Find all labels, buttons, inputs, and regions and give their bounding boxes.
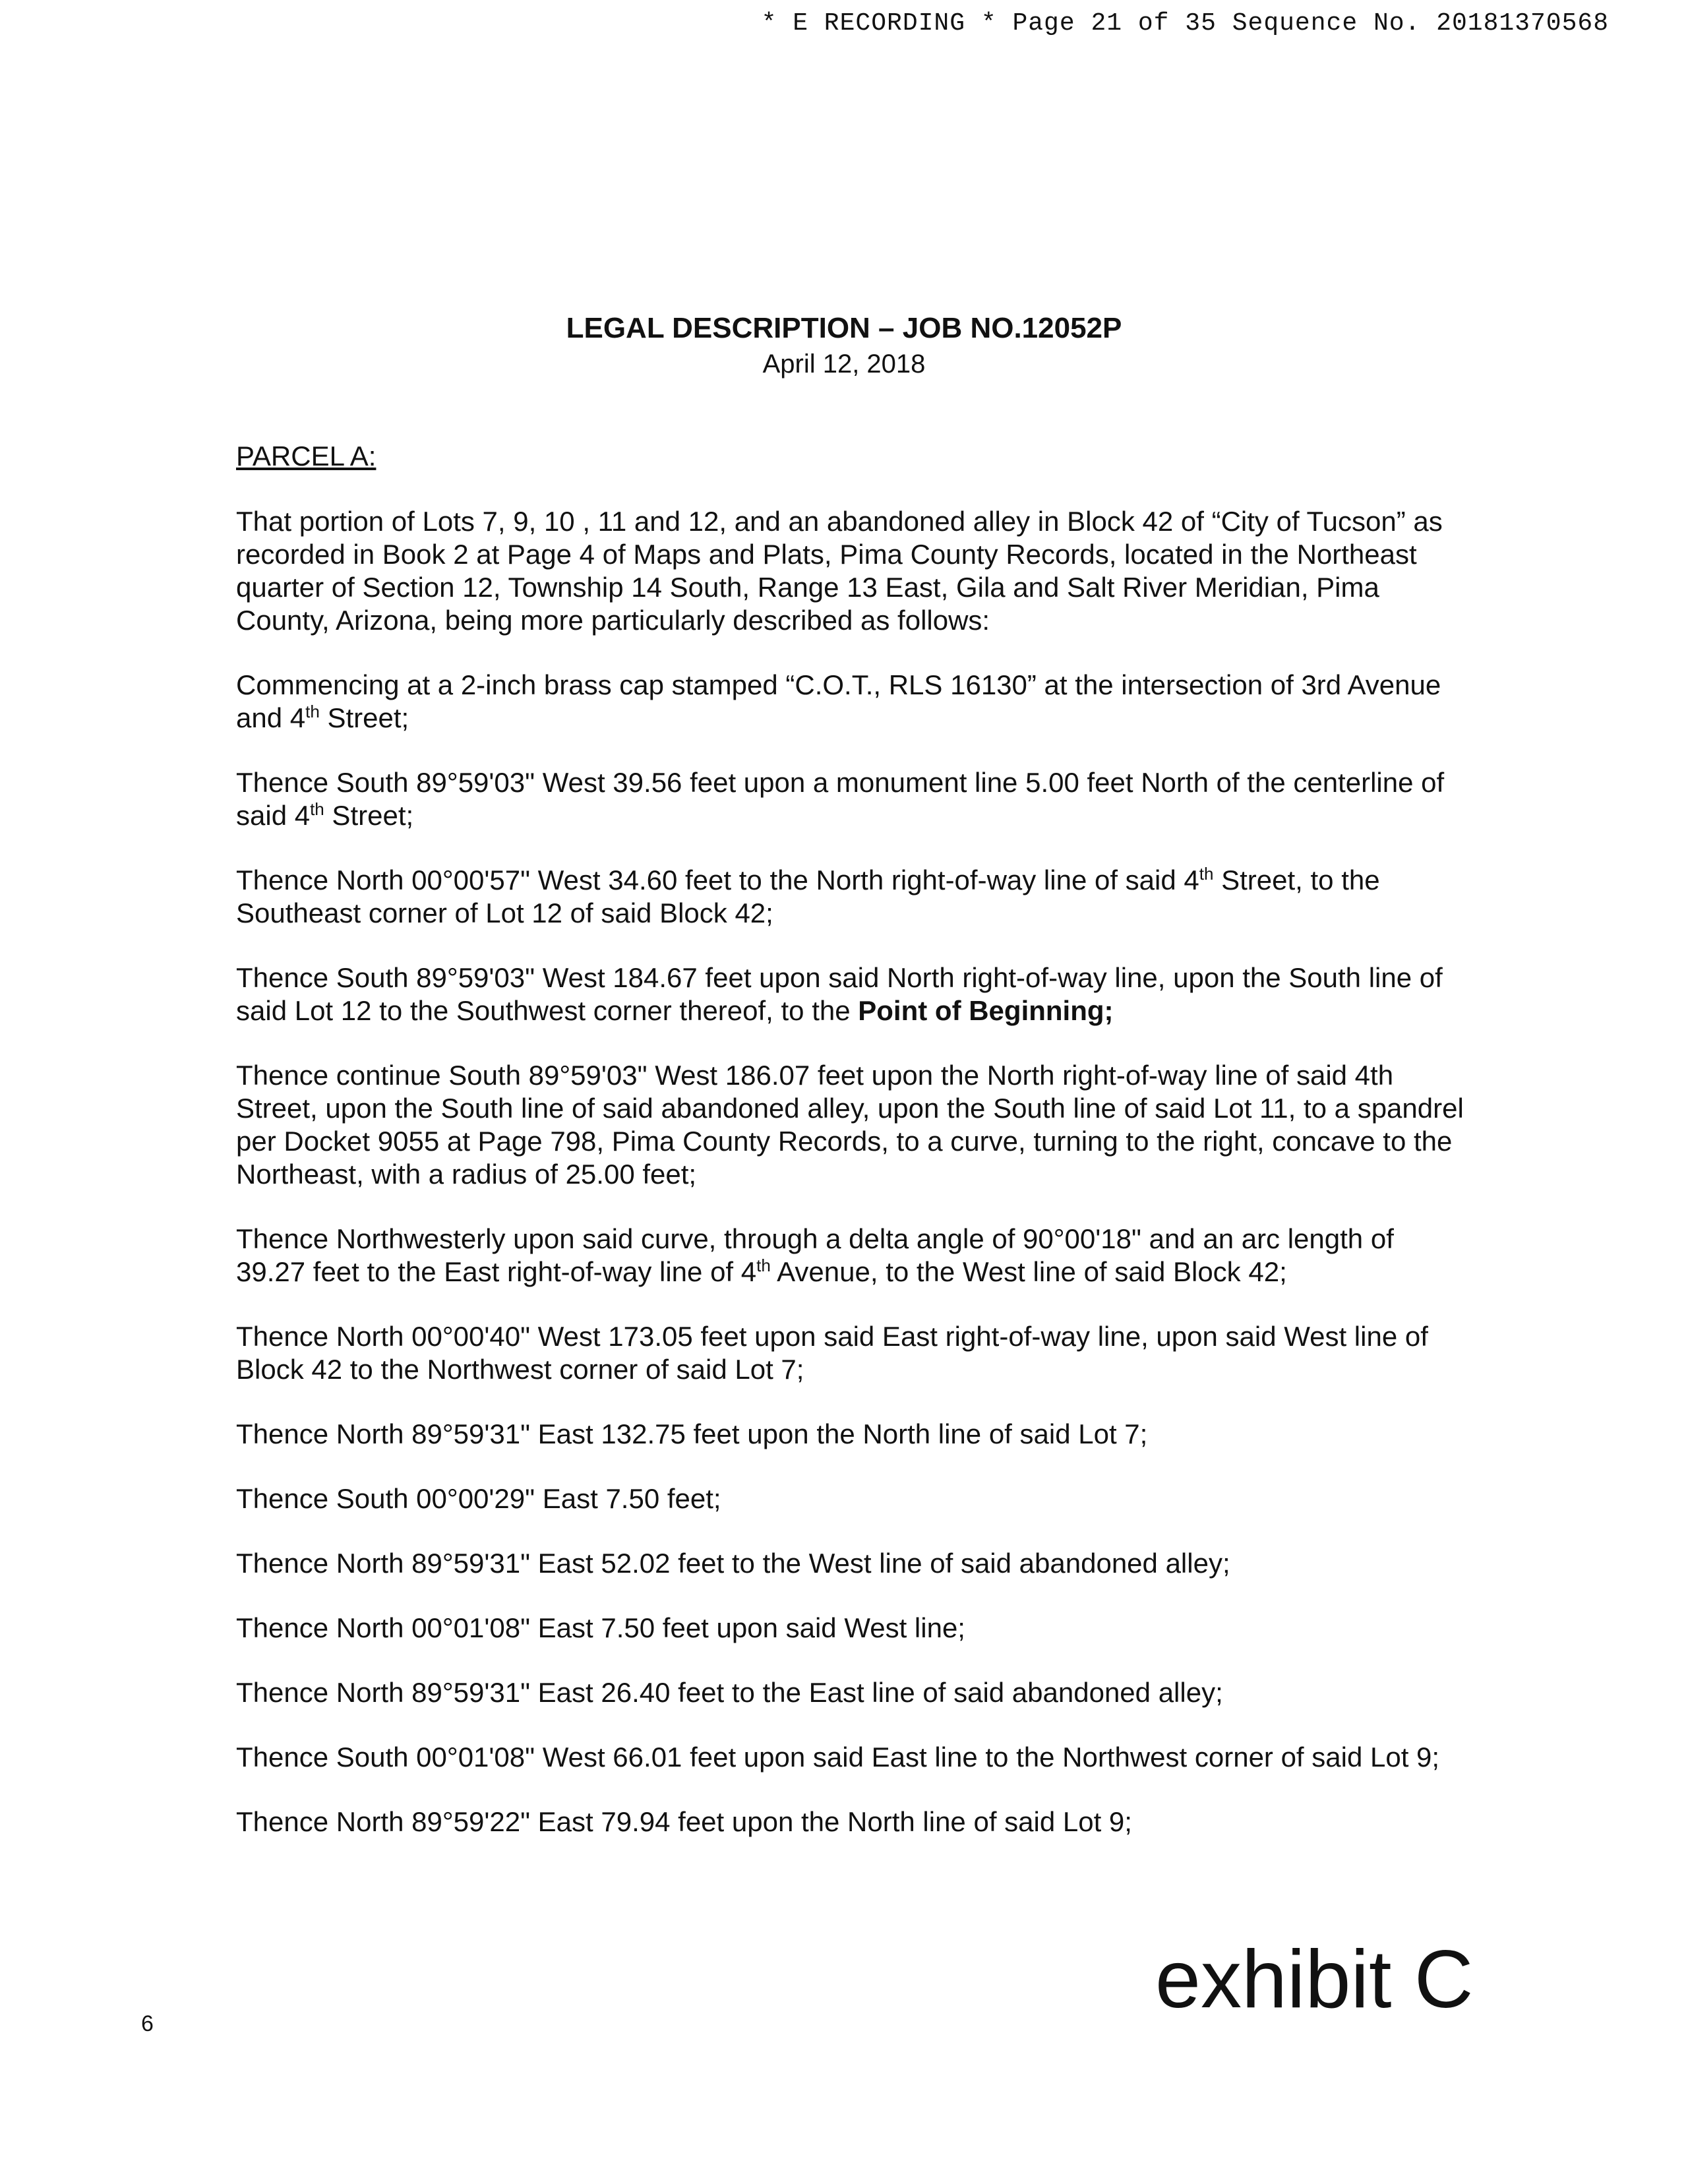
paragraph: Thence North 89°59'31" East 52.02 feet to the West line of said abandoned alley; [236, 1548, 1230, 1579]
document-title: LEGAL DESCRIPTION – JOB NO.12052P [566, 312, 1122, 344]
point-of-beginning: Point of Beginning; [858, 995, 1114, 1026]
paragraph: Thence North 89°59'31" East 26.40 feet to the East line of said abandoned alley; [236, 1677, 1223, 1708]
paragraph: Thence South 89°59'03" West 184.67 feet upon said North right-of-way line, upon the South line of said Lot 12 to the Southwest corner thereof, to the Point of Beginning; [236, 962, 1443, 1026]
parcel-heading: PARCEL A: [236, 440, 377, 471]
paragraph: Thence North 00°01'08" East 7.50 feet upon said West line; [236, 1612, 965, 1643]
paragraph: Thence South 00°01'08" West 66.01 feet upon said East line to the Northwest corner of said Lot 9; [236, 1742, 1440, 1773]
paragraph: Thence North 89°59'31" East 132.75 feet upon the North line of said Lot 7; [236, 1418, 1148, 1449]
paragraph: That portion of Lots 7, 9, 10 , 11 and 12, and an abandoned alley in Block 42 of “City of Tucson” as recorded in Book 2 at Page 4 of Maps and Plats, Pima County Records, located in the Northeast quarter of Section 12, Township 14 South, Range 13 East, Gila and Salt River Meridian, Pima County, Arizona, being more particularly described as follows: [236, 506, 1443, 636]
paragraph: Thence North 00°00'40" West 173.05 feet upon said East right-of-way line, upon said West line of Block 42 to the Northwest corner of said Lot 7; [236, 1321, 1428, 1385]
legal-description-body [236, 505, 1469, 1870]
paragraph: Thence continue South 89°59'03" West 186.07 feet upon the North right-of-way line of said 4th Street, upon the South line of said abandoned alley, upon the South line of said Lot 11, to a spandrel per Docket 9055 at Page 798, Pima County Records, to a curve, turning to the right, concave to the Northeast, with a radius of 25.00 feet; [236, 1060, 1464, 1190]
document-date: April 12, 2018 [762, 349, 926, 379]
paragraph: Thence Northwesterly upon said curve, through a delta angle of 90°00'18" and an arc length of 39.27 feet to the East right-of-way line of 4th Avenue, to the West line of said Block 42; [236, 1223, 1394, 1287]
recording-header: * E RECORDING * Page 21 of 35 Sequence No. 20181370568 [761, 9, 1609, 38]
page-number: 6 [141, 2011, 154, 2036]
paragraph: Thence North 00°00'57" West 34.60 feet to the North right-of-way line of said 4th Street, to the Southeast corner of Lot 12 of said Block 42; [236, 864, 1380, 928]
paragraph: Commencing at a 2-inch brass cap stamped “C.O.T., RLS 16130” at the intersection of 3rd Avenue and 4th Street; [236, 669, 1441, 733]
paragraph: Thence South 00°00'29" East 7.50 feet; [236, 1483, 721, 1514]
paragraph: Thence South 89°59'03" West 39.56 feet upon a monument line 5.00 feet North of the centerline of said 4th Street; [236, 767, 1445, 831]
exhibit-label: exhibit C [1155, 1934, 1474, 2025]
paragraph: Thence North 89°59'22" East 79.94 feet upon the North line of said Lot 9; [236, 1806, 1132, 1837]
title-block [0, 310, 1688, 381]
